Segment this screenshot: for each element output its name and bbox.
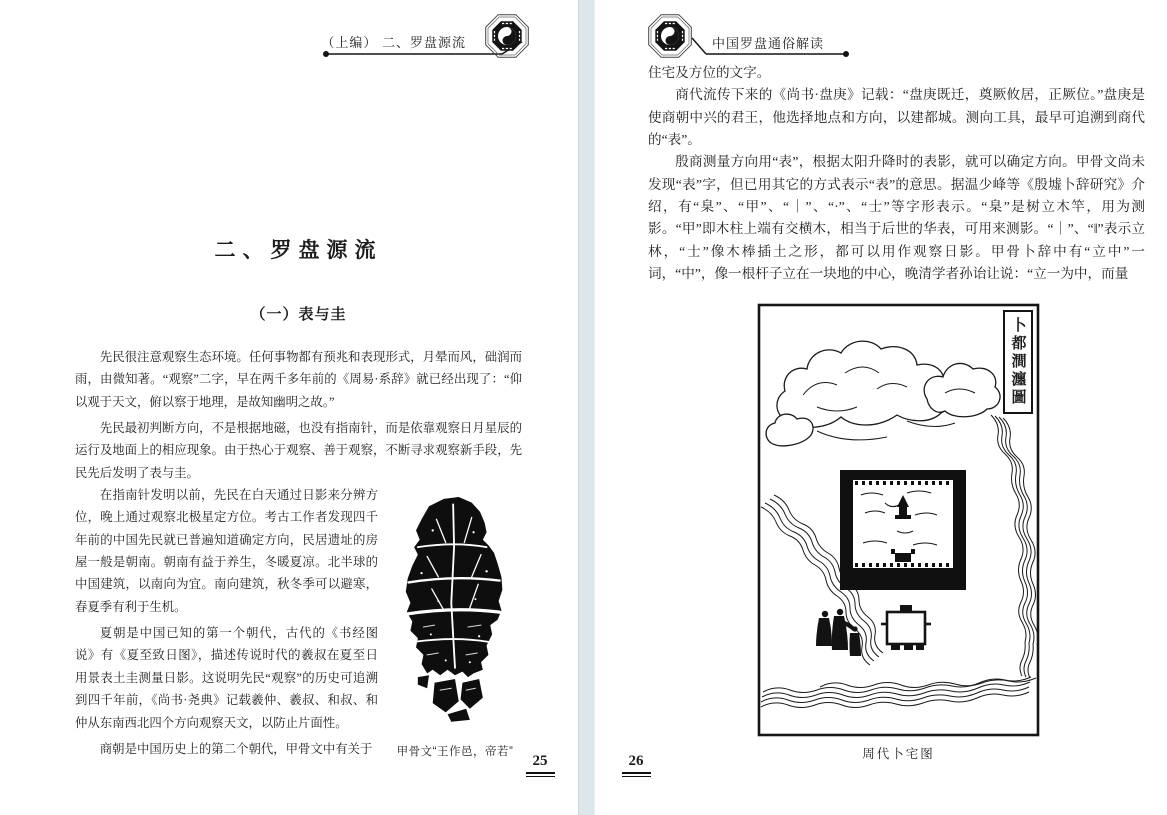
running-head-right: 中国罗盘通俗解读 [712,36,825,51]
paragraph: 先民最初判断方向，不是根据地磁，也没有指南针，而是依靠观察日月星辰的运行及地面上的相应现象。由于热心于观察、善于观察，不断寻求观察新手段，先民先后发明了表与圭。 [75,421,522,480]
paragraph: 先民很注意观察生态环境。任何事物都有预兆和表现形式，月晕而风，础润而雨，由微知著。“观察”二字，早在两千多年前的《周易·系辞》就已经出现了：“仰以观于天文，俯以察于地理，是故知幽明之故。” [75,350,522,409]
paragraph: 殷商测量方向用“表”，根据太阳升降时的表影，就可以确定方向。甲骨文尚未发现“表”字，但已用其它的方式表示“表”的意思。据温少峰等《殷墟卜辞研究》介绍，有“臬”、“甲”、“｜”、“·”、“士”等字形表示。“臬”是树立木竿，用为测影。“甲”即木柱上端有交横木，相当于后世的华表，可用来测影。“｜”、“‖”表示立林，“士”像木棒插土之形，都可以用作观察日影。甲骨卜辞中有“立中”一词，“中”，像一根杆子立在一块地的中心，晚清学者孙诒让说：“立一为中，而量 [648,154,1145,282]
section-title: （一）表与圭 [250,306,347,323]
figure-title-label: 卜都澗瀍圖 [1003,310,1033,414]
chapter-title: 二、罗盘源流 [214,239,383,262]
right-body-text [648,62,1145,285]
page-right [628,0,1145,815]
paragraph: 在指南针发明以前，先民在白天通过日影来分辨方位，晚上通过观察北极星定方位。考古工作者发现四千年前的中国先民就已普遍知道确定方向，民居遗址的房屋一般是朝南。朝南有益于养生，冬暖夏凉。北半球的中国建筑，以南向为宜。南向建筑，秋冬季可以避寒，春夏季有利于生机。 [75,488,378,614]
page-number-right: 26 [606,752,666,774]
paragraph: 商代流传下来的《尚书·盘庚》记载：“盘庚既迁，奠厥攸居，正厥位。”盘庚是使商朝中兴的君王，他选择地点和方向，以建都城。测向工具，最早可追溯到商代的“表”。 [648,87,1145,148]
paragraph: 夏朝是中国已知的第一个朝代，古代的《书经图说》有《夏至致日图》，描述传说时代的羲叔在夏至日用景表土圭测量日影。这说明先民“观察”的历史可追溯到四千年前，《尚书·尧典》记载羲仲、羲叔、和叔、和仲从东南西北四个方向观察天文，以防止片面性。 [75,626,378,730]
oracle-bone-figure [388,486,522,764]
page-gutter [578,0,595,815]
page-number-left: 25 [510,752,570,774]
figure-caption: 周代卜宅图 [862,747,935,761]
bagua-icon [646,12,694,60]
paragraph: 商朝是中国历史上的第二个朝代，甲骨文中有关于 [99,741,373,756]
left-body-text [75,346,522,766]
header-rule-right [690,36,855,58]
paragraph: 住宅及方位的文字。 [648,65,771,80]
page-left [75,0,548,815]
city-plan-plaque [840,470,966,590]
figure-caption: 甲骨文“王作邑，帝若” [396,746,514,759]
zhou-divination-illustration [757,303,1040,737]
oracle-bone-image [390,486,520,729]
running-head-left: （上编） 二、罗盘源流 [321,35,466,50]
bagua-icon [483,12,531,60]
zhou-divination-figure [757,303,1040,737]
